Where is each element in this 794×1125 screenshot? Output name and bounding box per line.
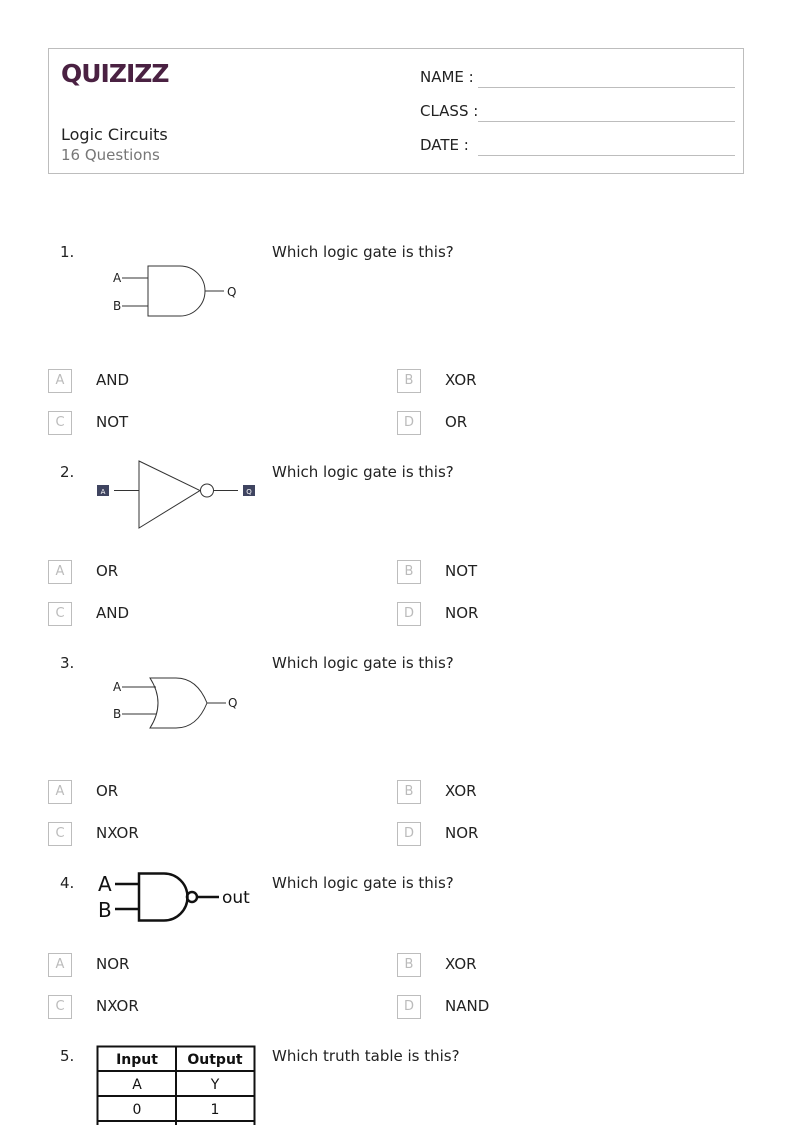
option-letter-box[interactable]: C xyxy=(48,822,72,846)
option-text: NAND xyxy=(445,997,489,1015)
option-text: XOR xyxy=(445,782,477,800)
option-letter-box[interactable]: A xyxy=(48,560,72,584)
option-letter-box[interactable]: C xyxy=(48,602,72,626)
option-letter-box[interactable]: D xyxy=(397,602,421,626)
nand-gate-figure xyxy=(96,872,260,928)
worksheet-title: Logic Circuits xyxy=(61,125,168,144)
option-letter-box[interactable]: C xyxy=(48,995,72,1019)
question-text: Which logic gate is this? xyxy=(272,654,454,672)
and-gate-figure xyxy=(108,261,248,327)
name-line[interactable] xyxy=(478,87,735,88)
output-label: out xyxy=(222,888,250,908)
option-text: OR xyxy=(445,413,467,431)
option-letter-box[interactable]: D xyxy=(397,411,421,435)
class-label: CLASS : xyxy=(420,102,478,120)
option-text: OR xyxy=(96,782,118,800)
table-header: Input xyxy=(116,1052,158,1068)
option-text: XOR xyxy=(445,371,477,389)
date-label: DATE : xyxy=(420,136,469,154)
question-text: Which logic gate is this? xyxy=(272,874,454,892)
output-label: Q xyxy=(227,285,236,299)
input-b-label: B xyxy=(113,299,121,313)
option-letter-box[interactable]: B xyxy=(397,369,421,393)
date-field[interactable] xyxy=(420,136,735,158)
option-text: NOR xyxy=(445,824,478,842)
class-field[interactable] xyxy=(420,102,735,124)
question-number: 1. xyxy=(60,243,74,261)
question-text: Which truth table is this? xyxy=(272,1047,460,1065)
input-b-label: B xyxy=(98,898,112,922)
table-cell: A xyxy=(132,1077,142,1093)
option-letter-box[interactable]: D xyxy=(397,822,421,846)
option-text: AND xyxy=(96,371,129,389)
class-line[interactable] xyxy=(478,121,735,122)
date-line[interactable] xyxy=(478,155,735,156)
question-text: Which logic gate is this? xyxy=(272,463,454,481)
input-b-label: B xyxy=(113,707,121,721)
table-cell: Y xyxy=(210,1077,220,1093)
option-letter-box[interactable]: D xyxy=(397,995,421,1019)
option-text: OR xyxy=(96,562,118,580)
quizizz-logo: QUIZIZZ xyxy=(61,59,169,88)
output-label: Q xyxy=(228,696,237,710)
option-text: NOT xyxy=(96,413,128,431)
or-gate-figure xyxy=(108,673,248,739)
name-field[interactable] xyxy=(420,68,735,90)
name-label: NAME : xyxy=(420,68,474,86)
question-text: Which logic gate is this? xyxy=(272,243,454,261)
option-letter-box[interactable]: A xyxy=(48,369,72,393)
input-a-label: A xyxy=(113,680,122,694)
option-text: NXOR xyxy=(96,824,139,842)
table-header: Output xyxy=(187,1052,243,1068)
option-text: NOR xyxy=(96,955,129,973)
truth-table-figure xyxy=(96,1045,258,1125)
option-text: XOR xyxy=(445,955,477,973)
output-label: Q xyxy=(246,488,252,496)
option-text: NOR xyxy=(445,604,478,622)
question-count: 16 Questions xyxy=(61,146,160,164)
not-gate-figure xyxy=(94,457,260,537)
question-number: 3. xyxy=(60,654,74,672)
input-a-label: A xyxy=(98,872,112,896)
option-letter-box[interactable]: B xyxy=(397,560,421,584)
question-number: 5. xyxy=(60,1047,74,1065)
option-letter-box[interactable]: C xyxy=(48,411,72,435)
option-letter-box[interactable]: A xyxy=(48,780,72,804)
table-cell: 0 xyxy=(133,1102,142,1118)
option-text: NOT xyxy=(445,562,477,580)
option-letter-box[interactable]: B xyxy=(397,780,421,804)
option-text: AND xyxy=(96,604,129,622)
input-a-label: A xyxy=(101,488,106,496)
question-number: 4. xyxy=(60,874,74,892)
option-letter-box[interactable]: B xyxy=(397,953,421,977)
option-text: NXOR xyxy=(96,997,139,1015)
question-number: 2. xyxy=(60,463,74,481)
input-a-label: A xyxy=(113,271,122,285)
table-cell: 1 xyxy=(211,1102,220,1118)
worksheet-header xyxy=(48,48,744,174)
option-letter-box[interactable]: A xyxy=(48,953,72,977)
